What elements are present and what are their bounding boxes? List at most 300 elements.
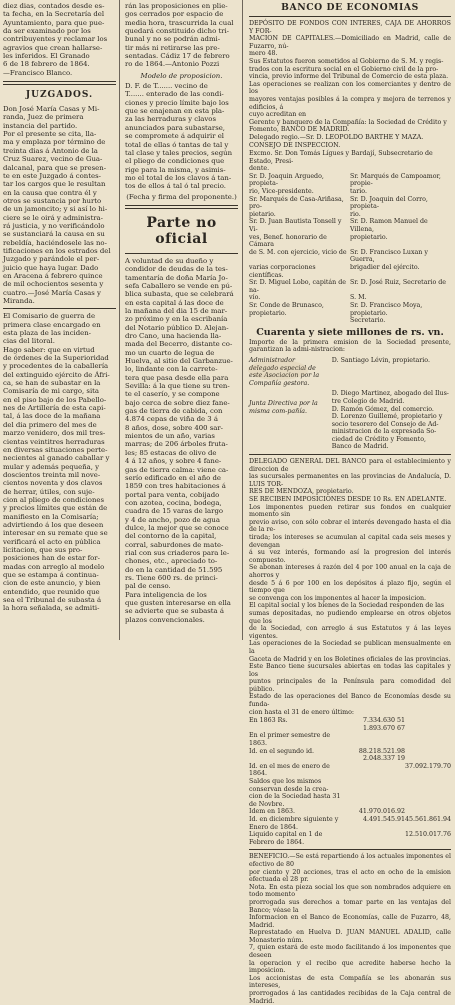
account-amount: 41.970.016.92 — [358, 808, 405, 816]
text-line: entendido, que reunido que — [3, 587, 100, 596]
bank-title: BANCO DE ECONOMIAS — [281, 2, 419, 13]
account-amount: 88.218.521.98 — [358, 747, 405, 755]
footer-notes — [249, 853, 451, 1005]
text-line: con azotea, cocina, bodega, — [125, 498, 222, 507]
text-line: del dia primero del mes de — [3, 420, 97, 429]
council-row — [249, 165, 451, 173]
text-line: Huelva, al sitio del Garbanzue- — [125, 357, 233, 366]
account-total — [405, 725, 451, 733]
text-line: Las operaciones se realizan con los comerciantes y dentro de los — [249, 80, 451, 96]
text-line: interesar en su remate que se — [3, 529, 108, 538]
text-line: tir más ni retirarse las pre- — [125, 43, 220, 52]
text-line: Miranda. — [3, 297, 35, 305]
text-line: rs. Tiene 600 rs. de princi- — [125, 573, 218, 582]
block-divider — [249, 454, 451, 455]
junta-label: Junta Directiva por la misma com-pañía. — [249, 400, 318, 415]
text-line: prorrogados á las cantidades recibidas de la Caja central de Madrid. — [249, 990, 451, 1005]
text-line: marras; de 206 árboles fruta- — [125, 440, 228, 449]
text-line: Por el presente se cita, lla- — [3, 130, 97, 139]
text-line: zo próximo y en la escribanía — [125, 315, 228, 324]
account-total — [405, 717, 451, 725]
text-line: anunciados para subastarse, — [125, 123, 225, 132]
account-row — [249, 725, 451, 733]
text-line: las sucursales permanentes en las provincias de Andalucía, D. LUIS TOR- — [249, 473, 451, 488]
council-member-right: Sr. D. Ramon Manuel de Villena, — [350, 218, 428, 234]
title-divider — [249, 16, 451, 17]
council-row — [249, 173, 451, 188]
text-line: Para inteligencia de los — [125, 590, 207, 599]
text-line: bunal y no se podrán admi- — [125, 35, 221, 44]
text-line: MACION DE CAPITALES.—Domiciliado en Madrid, calle de Fuzarro, nú- — [249, 35, 451, 50]
text-line: rial con sus criaderos para le- — [125, 548, 230, 557]
text-line: instancia del partido. — [3, 121, 78, 130]
council-member-left: dente. — [249, 165, 270, 173]
right-column — [244, 0, 455, 1005]
text-line: en esta capital á las doce de — [125, 298, 224, 307]
text-line: Delegado regio.—Sr. D. LEOPOLDO BARTHE Y MAZA. — [249, 133, 424, 141]
text-line: tre Colegio de Madrid. — [331, 397, 405, 405]
account-label — [249, 725, 343, 733]
text-line: en Aracena á febrero quince — [3, 271, 103, 280]
text-line: 8 años, dose, sobre 400 sar- — [125, 423, 224, 432]
text-line: vincia, previo informe del Tribunal de Comercio de esta plaza. — [249, 73, 449, 81]
text-line: tificaciones en los estrados del — [3, 246, 111, 255]
text-line: Represtatado en Huelva D. JUAN MANUEL ADALID, calle Monasterio núm. — [249, 929, 451, 944]
section-divider — [125, 205, 238, 209]
text-line: nes de Artillería de esta capi- — [3, 404, 106, 413]
text-line: serío edificado en el año de — [125, 473, 222, 482]
council-member-right: brigadier del ejército. — [350, 264, 420, 271]
text-line: cientos noventa y dos clavos — [3, 479, 103, 488]
text-line: Sus Estatutos fueron sometidos al Gobierno de S. M. y regis- — [249, 57, 444, 65]
text-line: 7, quien estará de este modo facilitando á los imponentes que deseen — [249, 944, 451, 960]
text-line: lo, lindante con la carrete- — [125, 365, 218, 374]
text-line: y 4 de ancho, pozo de agua — [125, 515, 220, 524]
council-member-right: tario. — [350, 188, 367, 196]
council-row — [249, 249, 451, 264]
text-line: que se enajenan en esta pla- — [125, 107, 225, 116]
account-label: Idem en 1863. — [249, 808, 296, 816]
text-line: en diversas situaciones perte- — [3, 445, 108, 454]
text-line: puntos principales de la Península para comodidad del público. — [249, 678, 451, 693]
account-total — [405, 778, 451, 793]
text-line: advirtiendo á los que deseen — [3, 520, 104, 529]
text-line: sea el Tribunal de subasta á — [3, 596, 102, 605]
text-line: sumas depositadas, no pudiendo emplearse en otros objetos que los — [249, 609, 451, 625]
text-line: de órdenes de la Superioridad — [3, 354, 109, 363]
council-member-right: Sr. D. Joaquin del Corro, propieta- — [350, 195, 428, 211]
text-line: dulce, la mejor que se conoce — [125, 523, 229, 532]
importe-line: Importe de la primera emision de la Sociedad presente, garantizan la admi-nistracion: — [249, 338, 451, 354]
text-line: la hora señalada, se admiti- — [3, 604, 100, 613]
text-line: A voluntad de su dueño y — [125, 256, 214, 265]
text-line: rebeldía, haciéndosele las no- — [3, 238, 107, 247]
account-label — [249, 755, 343, 763]
text-line: de la Sociedad, con arreglo á sus Estatutos y á las leyes vigentes. — [249, 625, 451, 640]
account-row — [249, 778, 451, 793]
text-line: Los imponentes pueden retirar sus fondos en cualquier momento sin — [249, 503, 451, 519]
text-line: quedará constituido dicho tri- — [125, 27, 229, 36]
text-line: ciere se le oirá y administra- — [3, 213, 103, 222]
text-line: prorrogada sus derechos a tomar parte en las ventajas del Banco; véase la — [249, 898, 451, 914]
council-member-left: ves, Benef. honorario de Cámara — [249, 233, 327, 249]
account-label: Saldos que los mismos conservan desde la crea- — [249, 778, 329, 793]
text-line: desde 5 á 6 por 100 en los depósitos á plazo fijo, según el tiempo que — [249, 579, 451, 595]
council-row — [249, 211, 451, 219]
junta-block — [249, 390, 451, 451]
account-total — [405, 732, 451, 747]
inspection-council — [249, 150, 451, 325]
text-line: ca, se han de subastar en la — [3, 379, 101, 388]
text-line: El Comisario de guerra de — [3, 312, 96, 321]
juzgados-heading: JUZGADOS. — [25, 90, 94, 101]
text-line: BENEFICIO.—Se está repartiendo á los actuales imponentes el efectivo de 80 — [249, 853, 451, 868]
account-amount — [343, 831, 405, 846]
text-line: en el piso bajo de los Pabello- — [3, 395, 107, 404]
text-line: gas de tierra calma: viene ca- — [125, 465, 229, 474]
account-label: Id. en el segundo id. — [249, 747, 315, 755]
account-amount — [343, 793, 405, 808]
council-member-right: Sr. Marqués de Campoamor, propie- — [350, 172, 441, 188]
text-line: blica subasta, que se celebrará — [125, 290, 234, 299]
text-line: Se abonan intereses á razón del 4 por 100 anual en la caja de ahorros y — [249, 564, 451, 579]
text-line: D. Lorenzo Guillemé, propietario y — [331, 413, 443, 421]
text-line: Fomento, BANCO DE MADRID. — [249, 126, 350, 134]
text-line: D. F. de T....... vecino de — [125, 82, 208, 91]
text-line: dro Cano, una hacienda lla- — [125, 332, 222, 340]
council-row — [249, 294, 451, 302]
text-line: del extinguido ejército de Áfri- — [3, 370, 110, 379]
text-line: tal clase y tales precios, según — [125, 148, 233, 157]
text-line: do en la cantidad de 51.595 — [125, 565, 223, 574]
text-line: juicio que haya lugar. Dado — [3, 263, 99, 272]
council-member-left: vío. — [249, 294, 261, 302]
text-line: de un jamoncito; y si así lo hi- — [3, 205, 108, 214]
text-line: doscientos treinta mil nove- — [3, 470, 101, 479]
council-member-left — [249, 317, 350, 325]
text-line: treinta dias á Antonio de la — [3, 146, 98, 155]
account-amount: 4.491.545.91 — [362, 815, 405, 823]
text-line: diez dias, contados desde es- — [3, 2, 105, 10]
text-line: condidor de deudas de la tes- — [125, 265, 228, 274]
modelo-text — [125, 82, 238, 190]
text-line: Banco de Madrid. — [331, 443, 389, 451]
account-amount: 1.893.670 67 — [362, 724, 405, 732]
text-line: mayores ventajas posibles á la compra y mejora de terrenos y edificios, á — [249, 95, 451, 111]
text-line: otros se sustancia por hurto — [3, 196, 102, 205]
text-line: sefa Caballero se vende en pú- — [125, 281, 233, 290]
council-row — [249, 317, 451, 325]
text-line: te el caserío, y se compone — [125, 390, 220, 399]
council-member-left: de S. M. con ejercicio, vicio de — [249, 248, 347, 256]
text-line: da ser examinado por los — [3, 27, 91, 36]
account-total: 37.092.179.70 — [405, 762, 452, 770]
hacienda-notice — [125, 257, 238, 624]
paper-stain — [248, 360, 308, 380]
text-line: total de ellas ó tantas de tal y — [125, 140, 229, 149]
text-line: cion de este anuncio, y bien — [3, 579, 101, 588]
administrator-label: Administrador delegado especial de este Asociacion por la Compañía gestora. — [249, 356, 320, 387]
text-line: Sevilla: á la que tiene su tren- — [125, 382, 230, 391]
text-line: media hora, trascurrida la cual — [125, 18, 234, 27]
text-line: Gaceta de Madrid y en los Boletines oficiales de las provincias. — [249, 655, 451, 663]
text-line: posiciones han de estar for- — [3, 554, 100, 563]
account-total: 45.561.861.94 — [405, 815, 452, 823]
account-total — [405, 793, 451, 808]
council-member-right: Sr. D. José Ruiz, Secretario de — [350, 279, 447, 287]
text-line: bajo cerca de sobre diez fane- — [125, 398, 230, 407]
notice-divider — [3, 308, 116, 309]
accounts-table — [249, 717, 451, 846]
text-line: ministracion de la expresada So- — [331, 428, 437, 436]
text-line: se compromete á adquirir el — [125, 132, 224, 141]
text-line: DELEGADO GENERAL DEL BANCO para el establecimiento y direccion de — [249, 458, 451, 473]
account-label: Id. en el mes de enero de 1864. — [249, 762, 330, 778]
text-line: el pliego de condiciones que — [125, 157, 225, 166]
council-member-left: Sr. Marqués de Casa-Ariñasa, pro- — [249, 195, 344, 211]
text-line: Este Banco tiene sucursales abiertas en todas las capitales y los — [249, 663, 451, 678]
text-line: marzo venidero, dos mil tres- — [3, 429, 106, 438]
account-row — [249, 732, 451, 747]
text-line: del contorno de la capital, — [125, 532, 217, 541]
account-row — [249, 808, 451, 816]
text-line: SE RECIBEN IMPOSICIONES DESDE 10 Rs. EN ADELANTE. — [249, 496, 447, 504]
text-line: ta fecha, en la Secretaría del — [3, 10, 105, 19]
council-member-left: Excmo. Sr. Don Tomás Lígues y Bardají, Subsecretario de Estado, Presi- — [249, 150, 433, 165]
text-line: Juzgado y parándole el per- — [3, 255, 100, 264]
text-line: cuadra de 15 varas de largo — [125, 507, 224, 516]
text-line: cias del litoral. — [3, 337, 55, 346]
text-line: se advierte que se subasta á — [125, 607, 224, 616]
text-line: por ciento y 20 acciones, tras el acto en ocho de la emision efectuada el 28 pr. — [249, 868, 451, 884]
text-line: se convenga con los imponentes al hacer la imposicion. — [249, 594, 427, 602]
heading-divider — [125, 253, 238, 254]
text-line: Hago saber: que en virtud — [3, 345, 95, 354]
council-member-left: rio, Vice-presidente. — [249, 188, 314, 196]
text-line: za las herraduras y clavos — [125, 115, 216, 124]
text-line: que gusten interesarse en ella — [125, 599, 231, 607]
account-row — [249, 831, 451, 846]
text-line: Nota. En esta pieza social los que son nombrados adquiere en todo momento — [249, 883, 451, 899]
account-label: Liquido capital en 1 de Febrero de 1864. — [249, 831, 323, 846]
text-line: cuatro.—José María Casas y — [3, 288, 101, 297]
text-line: trados con la escritura social en el Gobierno civil de la pro- — [249, 65, 439, 73]
text-line: te en este Juzgado á contes- — [3, 171, 101, 180]
council-row — [249, 279, 451, 294]
text-line: esta plaza de las inciden- — [3, 329, 92, 338]
text-line: RES DE MENDOZA, propietario. — [249, 488, 354, 496]
text-line: mientos de un año, varias — [125, 432, 215, 441]
text-line: ciedad de Crédito y Fomento, — [331, 435, 426, 443]
council-member-left: Sr. Conde de Brunasco, propietario. — [249, 301, 324, 317]
account-amount — [343, 778, 405, 793]
council-member-left: Sr. D. Miguel Lobo, capitán de na- — [249, 279, 346, 294]
junta-values — [326, 390, 451, 451]
account-amount — [343, 732, 405, 747]
text-line: de mil ochocientos sesenta y — [3, 280, 104, 289]
middle-column — [121, 0, 243, 640]
council-member-right: Sr. D. Francisco Luxan y Guerra, — [350, 248, 428, 264]
text-line: manifiesto en la Comisaría; — [3, 512, 99, 521]
text-line: dalcanal, para que se presen- — [3, 163, 107, 172]
text-line: DEPÓSITO DE FONDOS CON INTERES, CAJA DE AHORROS Y FOR- — [249, 20, 451, 35]
text-line: ma y emplaza por término de — [3, 138, 106, 147]
council-row — [249, 218, 451, 233]
text-line: tal, á las doce de la mañana — [3, 412, 101, 421]
council-member-right: rio. — [350, 210, 361, 218]
account-total — [405, 755, 451, 763]
text-line: Comisaría de mi cargo, sita — [3, 387, 100, 396]
text-line: 4 á 12 años, y sobre 4 fane- — [125, 457, 222, 466]
fecha-firma: (Fecha y firma del proponente.) — [126, 192, 237, 201]
parte-no-oficial-heading: Parte no oficial — [146, 214, 217, 247]
text-line: 6 de 18 febrero de 1864. — [3, 60, 90, 69]
text-line: cion al pliego de condiciones — [3, 495, 104, 504]
text-line: mo el total de los clavos á tan- — [125, 173, 232, 182]
account-amount — [343, 763, 405, 778]
text-line: Los accionistas de esta Compañía se les abonarán sus intereses, — [249, 974, 451, 990]
council-member-left: Sr. D. Juan Bautista Tonsell y Vi- — [249, 218, 342, 234]
text-line: previo aviso, con sólo cobrar el interés devengado hasta el dia de la re- — [249, 518, 451, 534]
council-member-left: varias corporaciones científicas. — [249, 264, 316, 279]
text-line: Gerente y banquero de la Compañía: la Sociedad de Crédito y — [249, 118, 447, 126]
text-line: de herrar, útiles, con suje- — [3, 487, 95, 496]
council-row — [249, 188, 451, 196]
council-member-right: Secretario. — [350, 317, 386, 325]
left-top-notice — [3, 2, 116, 77]
text-line: rige para la misma, y asimis- — [125, 165, 226, 174]
text-line: del Notario público D. Alejan- — [125, 323, 229, 332]
account-row — [249, 717, 451, 725]
text-line: CONSEJO DE INSPECCION. — [249, 141, 341, 149]
council-row — [249, 234, 451, 249]
text-line: corral, saburdones de mate- — [125, 540, 224, 549]
text-line: chones, etc., apreciado to- — [125, 557, 218, 566]
text-line: mo un cuarto de legua de — [125, 348, 215, 357]
text-line: Don José María Casas y Mi- — [3, 105, 100, 114]
text-line: ciones y precio límite bajo los — [125, 98, 229, 107]
juzgado-notice — [3, 105, 116, 305]
text-line: socio tesorero del Consejo de Ad- — [331, 420, 439, 428]
text-line: —Francisco Blanco. — [3, 68, 73, 77]
account-amount: 7.334.630 51 — [362, 717, 405, 725]
account-row — [249, 763, 451, 778]
text-line: gas de tierra de cabida, con — [125, 407, 223, 416]
text-line: portal para venta, cobijado — [125, 490, 220, 499]
text-line: Informacion en el Banco de Economías, calle de Fuzarro, 48, Madrid. — [249, 914, 451, 929]
account-label: cion de la Sociedad hasta 31 de Novbre. — [249, 793, 341, 808]
text-line: 4.874 cepas de viña de 3 á — [125, 415, 218, 424]
text-line: Cruz Suarez, vecino de Gua- — [3, 155, 103, 164]
text-line: tera que pasa desde ella para — [125, 373, 229, 382]
council-row — [249, 264, 451, 279]
text-line: pal de censo. — [125, 582, 171, 591]
left-column — [0, 0, 120, 640]
text-line: verificará el acto en pública — [3, 537, 101, 546]
text-line: 1859 con tres habitaciones á — [125, 482, 226, 491]
council-member-right: Sr. D. Francisco Moya, propietario. — [350, 301, 423, 317]
text-line: la mañana del dia 15 de mar- — [125, 306, 228, 315]
text-line: cuyo acreditan en — [249, 111, 307, 119]
account-label: En el primer semestre de 1863. — [249, 732, 331, 748]
text-line: tos de ellos á tal ó tal precio. — [125, 182, 226, 191]
account-total — [405, 748, 451, 756]
text-line: rán las proposiciones en plie- — [125, 2, 228, 10]
text-line: tamentaría de doña María Jo- — [125, 273, 228, 282]
text-line: que se estampa á continua- — [3, 571, 99, 579]
text-line: y precios límites que están de — [3, 504, 108, 513]
text-line: cientas veintitres herraduras — [3, 437, 105, 446]
text-line: les; 85 estacas de olivo de — [125, 448, 217, 457]
text-line: y procedentes de la caballería — [3, 362, 109, 371]
text-line: tar los cargos que le resultan — [3, 180, 106, 189]
text-line: sentadas. Cádiz 17 de febrero — [125, 52, 230, 61]
text-line: se sustanciará la causa en su — [3, 230, 105, 239]
account-amount: 2.048.337 19 — [362, 755, 405, 763]
account-row — [249, 755, 451, 763]
council-row — [249, 302, 451, 317]
comisario-notice — [3, 312, 116, 612]
accounts-divider — [249, 849, 451, 850]
text-line: plazos convencionales. — [125, 615, 205, 624]
account-row — [249, 793, 451, 808]
text-line: ro de 1864.—Antonio Pozzi — [125, 60, 220, 69]
section-divider — [3, 81, 116, 85]
text-line: D. Diego Martinez, abogado del Ilus- — [331, 390, 449, 398]
text-line: gos cerrados por espacio de — [125, 10, 224, 19]
delegado-info — [249, 458, 451, 716]
text-line: randa, Juez de primera — [3, 113, 84, 122]
modelo-heading: Modelo de proposicion. — [140, 71, 223, 80]
text-line: primera clase encargado en — [3, 320, 101, 329]
text-line: la operacion y el recibo que acredite haberse hecho la imposicion. — [249, 959, 451, 975]
text-line: D. Ramón Gómez, del comercio. — [331, 405, 434, 413]
administrator-value: D. Santiago Lévin, propietario. — [331, 356, 430, 364]
council-member-right: propietario. — [350, 233, 388, 241]
council-member-left: Sr. D. Joaquin Arguedo, propieta- — [249, 172, 324, 188]
council-row — [249, 196, 451, 211]
text-line: tirada; los intereses se acumulan al capital cada seis meses y devengan — [249, 534, 451, 549]
account-row — [249, 748, 451, 756]
auction-conclusion — [125, 2, 238, 69]
text-line: Ayuntamiento, para que pue- — [3, 18, 105, 27]
text-line: Las operaciones de la Sociedad se publican mensualmente en la — [249, 640, 451, 655]
text-line: licitacion, que sus pro- — [3, 545, 83, 554]
text-line: mular y además pequeña, y — [3, 462, 100, 471]
deposit-info — [249, 20, 451, 149]
council-row — [249, 150, 451, 165]
account-label: En 1863 Rs. — [249, 717, 288, 725]
council-member-left: pietario. — [249, 210, 276, 218]
text-line: necientes al ganado caballar y — [3, 454, 110, 463]
text-line: mero 48. — [249, 50, 278, 58]
text-line: les inferidos. El Granado — [3, 52, 90, 61]
text-line: cion hasta el 31 de enero último: — [249, 708, 355, 716]
council-member-right: S. M. — [350, 294, 367, 302]
text-line: rá justicia, y no verificándolo — [3, 221, 105, 230]
account-row — [249, 816, 451, 831]
text-line: T....... enterado de las condi- — [125, 90, 224, 99]
account-total — [405, 808, 451, 816]
text-line: á su vez interés, formando así la progresion del interés compuesto. — [249, 549, 451, 564]
text-line: Estado de las operaciones del Banco de Economías desde su funda- — [249, 693, 451, 709]
text-line: agravios que crean hallarse- — [3, 43, 103, 52]
text-line: mada del Becerro, distante co- — [125, 340, 233, 349]
millions-heading: Cuarenta y siete millones de rs. vn. — [256, 326, 444, 338]
account-total: 12.510.017.76 — [405, 831, 452, 839]
account-label: Id. en diciembre siguiente y Enero de 1864. — [249, 815, 339, 831]
text-line: madas con arreglo al modelo — [3, 562, 105, 571]
